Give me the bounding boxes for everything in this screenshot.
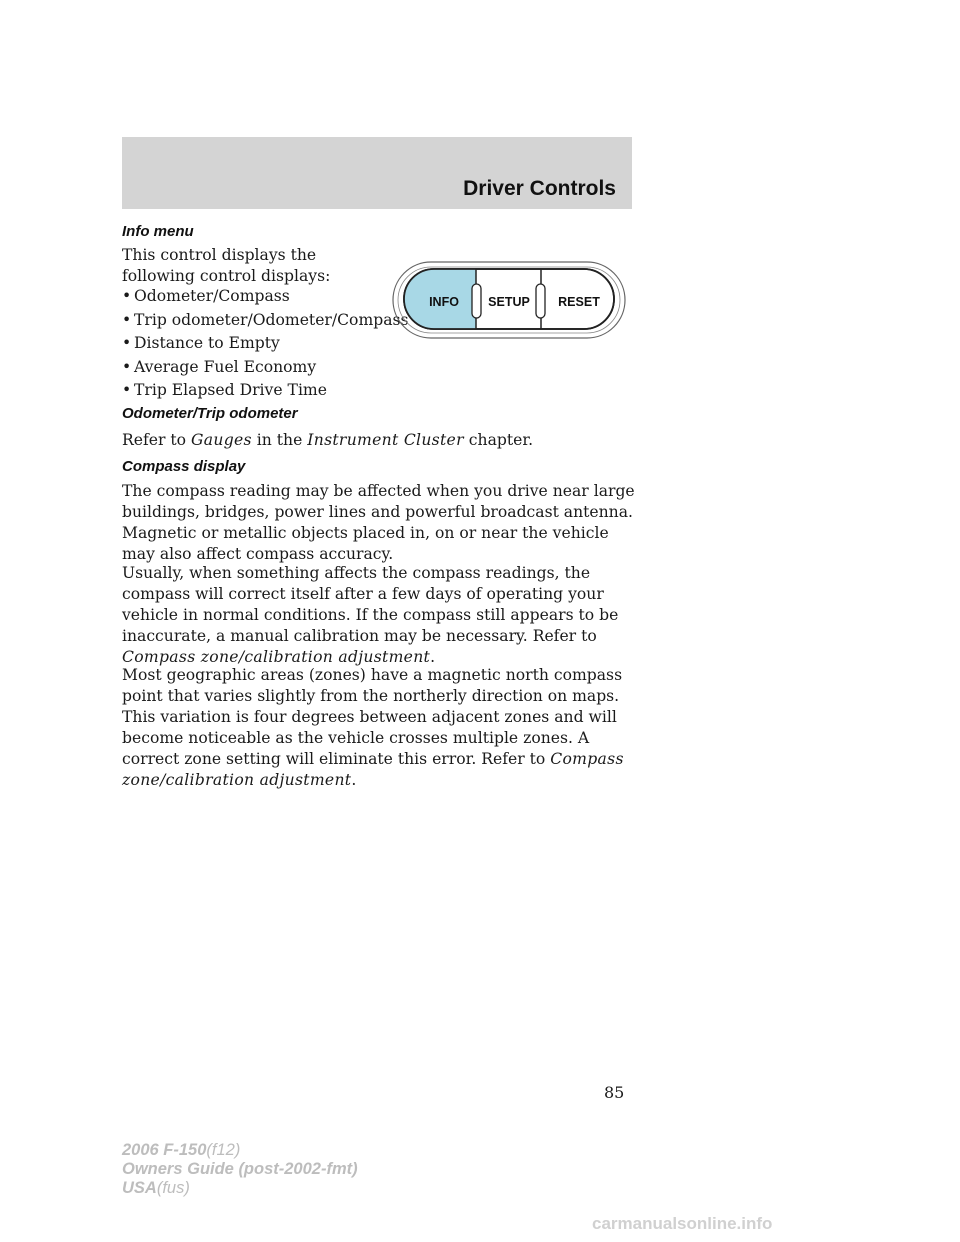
compass-p3-end: . bbox=[351, 771, 357, 789]
compass-p3-text: Most geographic areas (zones) have a magnetic north compass point that varies slightly from the northerly direction on maps. This variation is four degrees between adjacent zones and will become noticeable as the vehicle crosses multiple zones. A correct zone setting will eliminate this error. Refer to bbox=[122, 666, 623, 768]
compass-p2-end: . bbox=[430, 648, 436, 666]
reset-button-label: RESET bbox=[558, 295, 600, 309]
divider-notch-right bbox=[536, 284, 545, 318]
list-item: • Odometer/Compass bbox=[122, 286, 409, 310]
odometer-text-1: Refer to bbox=[122, 431, 191, 449]
info-setup-reset-buttons-illustration bbox=[392, 258, 632, 342]
info-menu-list bbox=[122, 286, 409, 404]
setup-button-label: SETUP bbox=[488, 295, 530, 309]
footer-model: 2006 F-150 bbox=[122, 1141, 207, 1159]
info-button-label: INFO bbox=[429, 295, 459, 309]
divider-notch-left bbox=[472, 284, 481, 318]
compass-paragraph-3 bbox=[122, 665, 642, 791]
compass-zone-reference: Compass zone/calibration adjustment bbox=[122, 750, 624, 789]
odometer-text-2: in the bbox=[251, 431, 308, 449]
footer-market-code: (fus) bbox=[156, 1179, 190, 1197]
instrument-cluster-reference: Instrument Cluster bbox=[307, 431, 464, 449]
watermark: carmanualsonline.info bbox=[592, 1214, 773, 1233]
info-menu-intro: This control displays the following control displays: bbox=[122, 246, 331, 285]
odometer-paragraph bbox=[122, 430, 642, 451]
footer-guide-name: Owners Guide (post-2002-fmt) bbox=[122, 1160, 358, 1178]
odometer-text-3: chapter. bbox=[463, 431, 534, 449]
document-footer bbox=[122, 1141, 358, 1198]
list-item: • Distance to Empty bbox=[122, 333, 409, 357]
compass-heading: Compass display bbox=[122, 458, 246, 475]
section-title: Driver Controls bbox=[463, 177, 616, 200]
gauges-reference: Gauges bbox=[191, 431, 252, 449]
footer-model-code: (f12) bbox=[206, 1141, 241, 1159]
compass-paragraph-2 bbox=[122, 563, 642, 668]
section-header-band bbox=[122, 137, 632, 209]
footer-market: USA bbox=[122, 1179, 157, 1197]
info-menu-heading: Info menu bbox=[122, 223, 194, 240]
list-item: • Trip Elapsed Drive Time bbox=[122, 380, 409, 404]
odometer-heading: Odometer/Trip odometer bbox=[122, 405, 298, 422]
compass-paragraph-1: The compass reading may be affected when you drive near large buildings, bridges, power lines and powerful broadcast antenna. Magnetic or metallic objects placed in, on or near the vehicle may also affect compass accuracy. bbox=[122, 482, 635, 563]
list-item: • Average Fuel Economy bbox=[122, 357, 409, 381]
list-item: • Trip odometer/Odometer/Compass bbox=[122, 310, 409, 334]
compass-p2-text: Usually, when something affects the compass readings, the compass will correct itself after a few days of operating your vehicle in normal conditions. If the compass still appears to be inaccurate, a manual calibration may be necessary. Refer to bbox=[122, 564, 619, 645]
compass-calibration-reference: Compass zone/calibration adjustment bbox=[122, 648, 431, 666]
page-number: 85 bbox=[604, 1083, 625, 1102]
